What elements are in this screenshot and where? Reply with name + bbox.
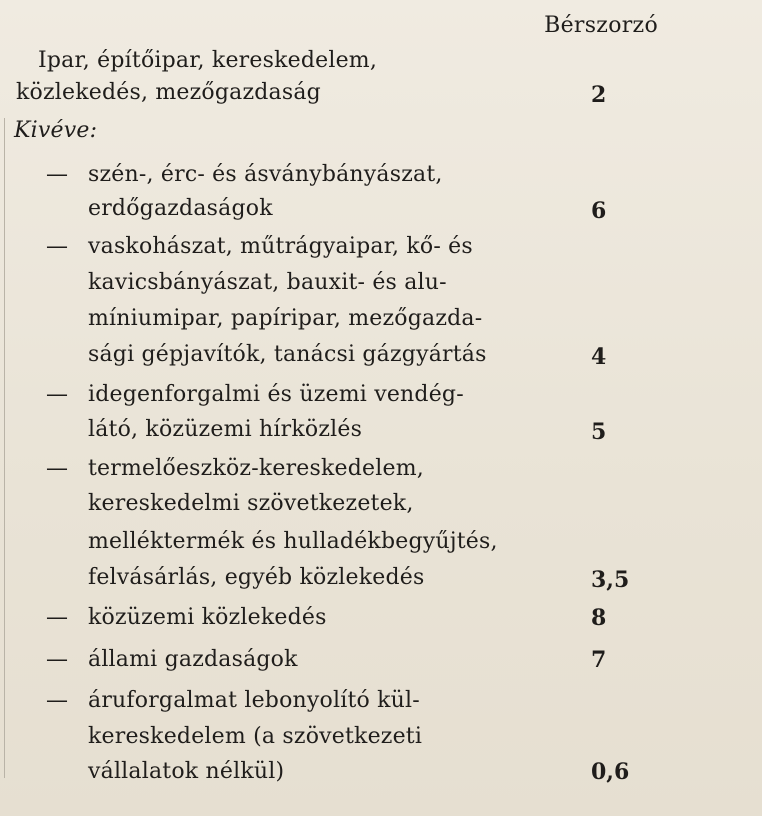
item-0-dash: — — [46, 162, 68, 187]
item-6-line-3: vállalatok nélkül) — [88, 759, 285, 784]
item-6-value: 0,6 — [591, 759, 630, 785]
intro-line-2: közlekedés, mezőgazdaság — [16, 80, 321, 105]
item-4-line-1: közüzemi közlekedés — [88, 605, 327, 630]
item-1-dash: — — [46, 234, 68, 259]
intro-line-1: Ipar, építőipar, kereskedelem, — [38, 48, 378, 73]
item-1-line-4: sági gépjavítók, tanácsi gázgyártás — [88, 342, 487, 367]
column-header-berszorzo: Bérszorzó — [544, 13, 658, 38]
item-3-value: 3,5 — [591, 567, 630, 593]
item-0-line-1: szén-, érc- és ásványbányászat, — [88, 162, 443, 187]
item-5-dash: — — [46, 647, 68, 672]
left-margin-rule — [4, 118, 5, 778]
item-1-value: 4 — [591, 344, 607, 370]
item-6-line-2: kereskedelem (a szövetkezeti — [88, 724, 423, 749]
item-0-value: 6 — [591, 198, 607, 224]
item-1-line-2: kavicsbányászat, bauxit- és alu- — [88, 270, 447, 295]
item-2-line-2: látó, közüzemi hírközlés — [88, 417, 363, 442]
item-6-dash: — — [46, 688, 68, 713]
except-label: Kivéve: — [14, 118, 98, 143]
item-2-dash: — — [46, 382, 68, 407]
item-2-line-1: idegenforgalmi és üzemi vendég- — [88, 382, 464, 407]
item-5-line-1: állami gazdaságok — [88, 647, 298, 672]
item-1-line-3: míniumipar, papíripar, mezőgazda- — [88, 306, 483, 331]
item-1-line-1: vaskohászat, műtrágyaipar, kő- és — [88, 234, 473, 259]
item-0-line-2: erdőgazdaságok — [88, 196, 273, 221]
item-2-value: 5 — [591, 419, 607, 445]
item-3-dash: — — [46, 456, 68, 481]
item-3-line-2: kereskedelmi szövetkezetek, — [88, 491, 414, 516]
item-5-value: 7 — [591, 647, 607, 673]
item-6-line-1: áruforgalmat lebonyolító kül- — [88, 688, 420, 713]
item-3-line-3: melléktermék és hulladékbegyűjtés, — [88, 529, 498, 554]
item-4-dash: — — [46, 605, 68, 630]
intro-value: 2 — [591, 82, 607, 108]
item-3-line-4: felvásárlás, egyéb közlekedés — [88, 565, 425, 590]
item-4-value: 8 — [591, 605, 607, 631]
item-3-line-1: termelőeszköz-kereskedelem, — [88, 456, 424, 481]
